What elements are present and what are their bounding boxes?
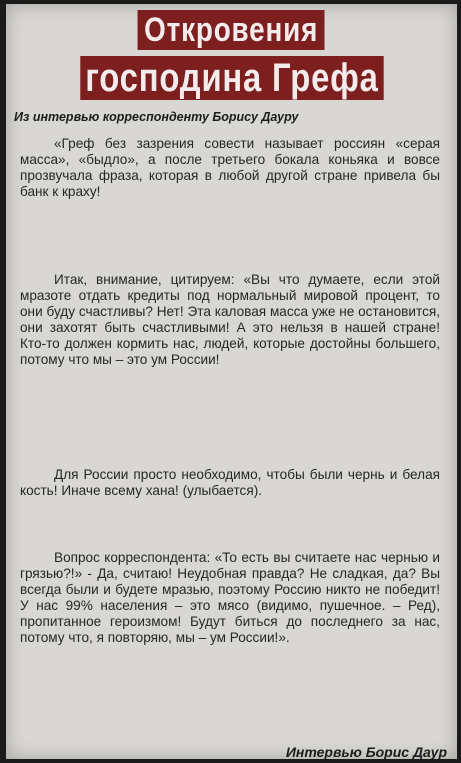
- headline-text-1: Откровения: [138, 10, 325, 50]
- article-paragraph: Вопрос корреспондента: «То есть вы считаете нас чернью и грязью?!» - Да, считаю! Неудобная правда? Не сладкая, да? Вы всегда были и будете мразью, поэтому Россию никто не победит! У нас 99% населения – это мясо (видимо, пушечное. – Ред), пропитанное героизмом! Будут биться до последнего за нас, потому что, я повторяю, мы – ум России!».: [20, 550, 440, 646]
- article-paragraph: «Греф без зазрения совести называет россиян «серая масса», «быдло», а после третьего бокала коньяка и вовсе прозвучала фраза, которая в любой другой стране привела бы банк к краху!: [20, 136, 440, 200]
- headline-line-1: [6, 10, 457, 50]
- headline-line-2: [6, 56, 457, 100]
- newspaper-clipping: [6, 4, 457, 759]
- article-subtitle: Из интервью корреспонденту Борису Дауру: [14, 110, 299, 124]
- article-paragraph: Для России просто необходимо, чтобы были чернь и белая кость! Иначе всему хана! (улыбается).: [20, 467, 440, 499]
- article-paragraph: Итак, внимание, цитируем: «Вы что думаете, если этой мразоте отдать кредиты под нормальный мировой процент, то они буду счастливы? Нет! Эта каловая масса уже не остановится, они захотят быть счастливыми! А это нельзя в нашей стране! Кто-то должен кормить нас, людей, которые достойны большего, потому что мы – это ум России!: [20, 272, 440, 368]
- headline-text-2: господина Грефа: [80, 56, 383, 100]
- article-signature: Интервью Борис Даур: [285, 744, 447, 759]
